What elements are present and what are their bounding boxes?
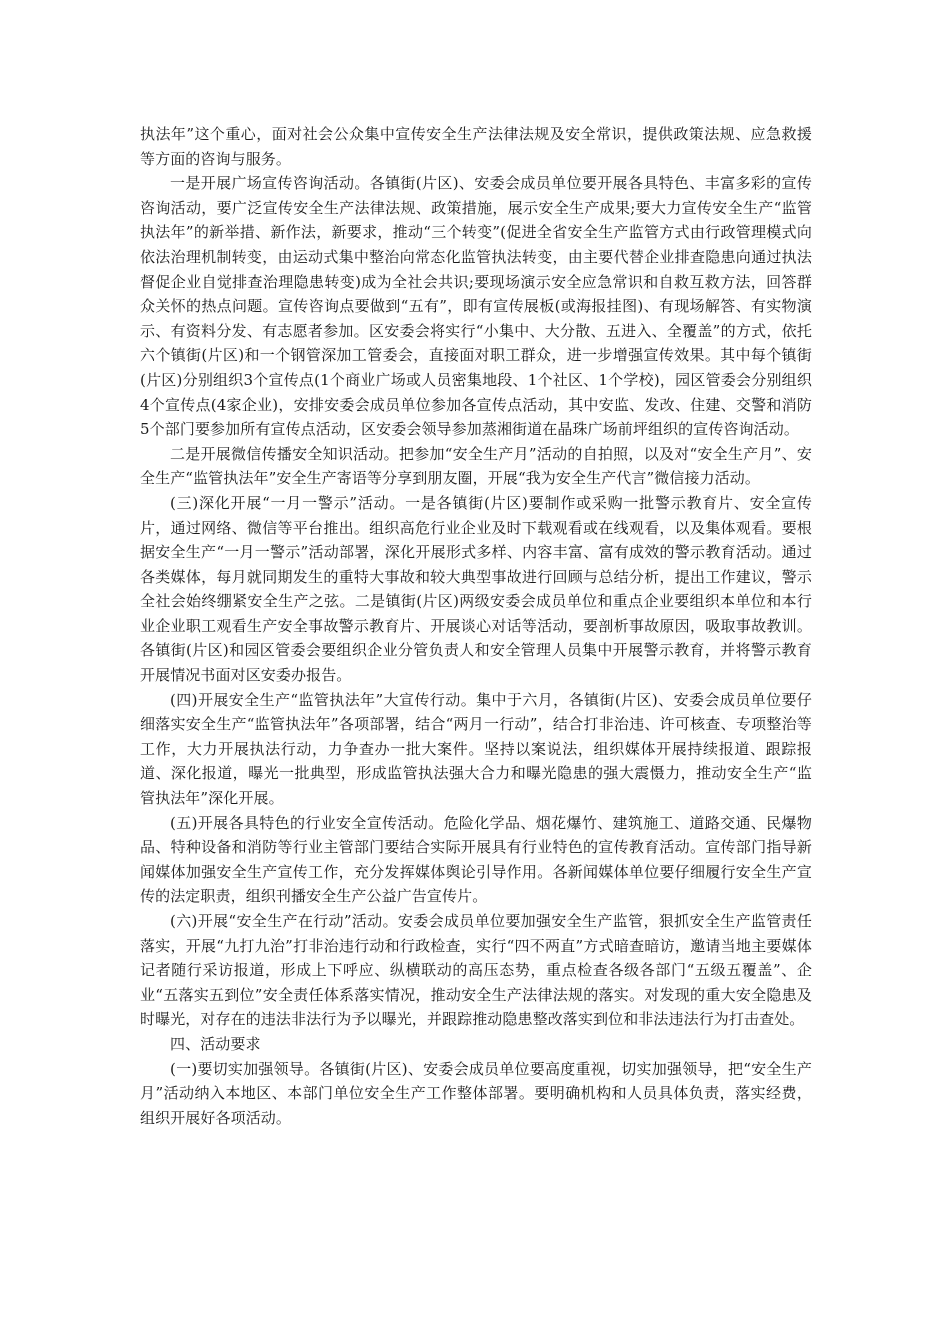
paragraph-section-5: (五)开展各具特色的行业安全宣传活动。危险化学品、烟花爆竹、建筑施工、道路交通、民爆物品、特种设备和消防等行业主管部门要结合实际开展具有行业特色的宣传教育活动。宣传部门指导新闻媒体加强安全生产宣传工作，充分发挥媒体舆论引导作用。各新闻媒体单位要仔细履行安全生产宣传的法定职责，组织刊播安全生产公益广告宣传片。 bbox=[140, 813, 812, 906]
paragraph-wechat-promotion: 二是开展微信传播安全知识活动。把参加“安全生产月”活动的自拍照，以及对“安全生产月”、安全生产“监管执法年”安全生产寄语等分享到朋友圈，开展“我为安全生产代言”微信接力活动。 bbox=[140, 444, 812, 488]
section-heading-requirements: 四、活动要求 bbox=[170, 1034, 261, 1053]
document-body bbox=[140, 122, 812, 1130]
paragraph-requirement-1: (一)要切实加强领导。各镇街(片区)、安委会成员单位要高度重视，切实加强领导，把“安全生产月”活动纳入本地区、本部门单位安全生产工作整体部署。要明确机构和人员具体负责，落实经费，组织开展好各项活动。 bbox=[140, 1059, 812, 1127]
paragraph-section-4: (四)开展安全生产“监管执法年”大宣传行动。集中于六月，各镇街(片区)、安委会成员单位要仔细落实安全生产“监管执法年”各项部署，结合“两月一行动”，结合打非治违、许可核查、专项整治等工作，大力开展执法行动，力争查办一批大案件。坚持以案说法，组织媒体开展持续报道、跟踪报道、深化报道，曝光一批典型，形成监管执法强大合力和曝光隐患的强大震慑力，推动安全生产“监管执法年”深化开展。 bbox=[140, 690, 812, 808]
paragraph-intro-continuation: 执法年”这个重心，面对社会公众集中宣传安全生产法律法规及安全常识，提供政策法规、应急救援等方面的咨询与服务。 bbox=[140, 125, 812, 168]
paragraph-section-6: (六)开展“安全生产在行动”活动。安委会成员单位要加强安全生产监管，狠抓安全生产监管责任落实，开展“九打九治”打非治违行动和行政检查，实行“四不两直”方式暗查暗访，邀请当地主要媒体记者随行采访报道，形成上下呼应、纵横联动的高压态势，重点检查各级各部门“五级五覆盖”、企业“五落实五到位”安全责任体系落实情况，推动安全生产法律法规的落实。对发现的重大安全隐患及时曝光，对存在的违法非法行为予以曝光，并跟踪推动隐患整改落实到位和非法违法行为打击查处。 bbox=[140, 912, 812, 1029]
paragraph-square-promotion: 一是开展广场宣传咨询活动。各镇街(片区)、安委会成员单位要开展各具特色、丰富多彩的宣传咨询活动，要广泛宣传安全生产法律法规、政策措施，展示安全生产成果;要大力宣传安全生产“监管执法年”的新举措、新作法，新要求，推动“三个转变”(促进全省安全生产监管方式由行政管理模式向依法治理机制转变，由运动式集中整治向常态化监管执法转变，由主要代替企业排查隐患向通过执法督促企业自觉排查治理隐患转变)成为全社会共识;要现场演示安全应急常识和自救互救方法，回答群众关怀的热点问题。宣传咨询点要做到“五有”，即有宣传展板(或海报挂图)、有现场解答、有实物演示、有资料分发、有志愿者参加。区安委会将实行“小集中、大分散、五进入、全覆盖”的方式，依托六个镇街(片区)和一个钢管深加工管委会，直接面对职工群众，进一步增强宣传效果。其中每个镇街(片区)分别组织3个宣传点(1个商业广场或人员密集地段、1个社区、1个学校)，园区管委会分别组织4个宣传点(4家企业)，安排安委会成员单位参加各宣传点活动，其中安监、发改、住建、交警和消防5个部门要参加所有宣传点活动，区安委会领导参加蒸湘街道在晶珠广场前坪组织的宣传咨询活动。 bbox=[140, 174, 812, 439]
paragraph-section-3: (三)深化开展“一月一警示”活动。一是各镇街(片区)要制作或采购一批警示教育片、安全宣传片，通过网络、微信等平台推出。组织高危行业企业及时下载观看或在线观看，以及集体观看。要根据安全生产“一月一警示”活动部署，深化开展形式多样、内容丰富、富有成效的警示教育活动。通过各类媒体，每月就同期发生的重特大事故和较大典型事故进行回顾与总结分析，提出工作建议，警示全社会始终绷紧安全生产之弦。二是镇街(片区)两级安委会成员单位和重点企业要组织本单位和本行业企业职工观看生产安全事故警示教育片、开展谈心对话等活动，要剖析事故原因，吸取事故教训。各镇街(片区)和园区管委会要组织企业分管负责人和安全管理人员集中开展警示教育，并将警示教育开展情况书面对区安委办报告。 bbox=[140, 493, 812, 685]
